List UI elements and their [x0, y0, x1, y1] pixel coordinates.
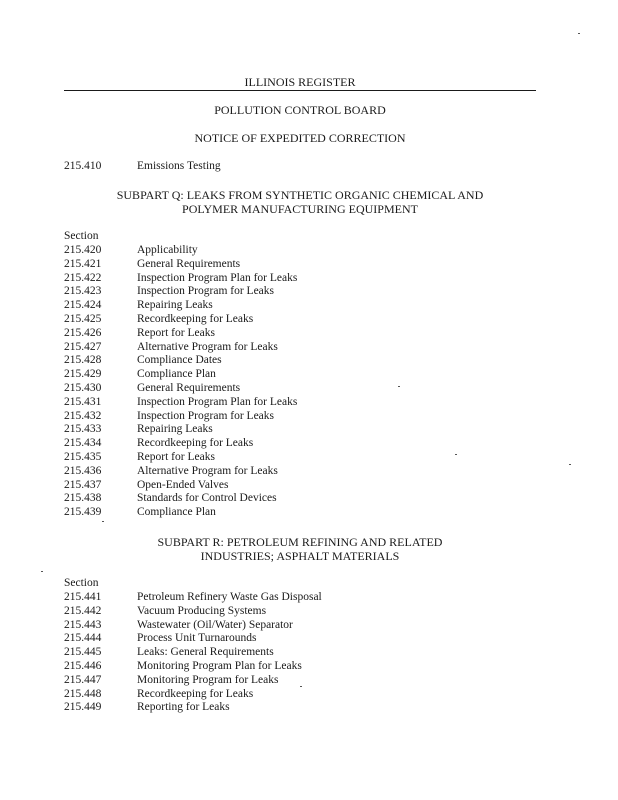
section-title: Applicability — [137, 244, 198, 256]
section-number: 215.441 — [64, 591, 102, 603]
section-title: Wastewater (Oil/Water) Separator — [137, 618, 293, 631]
subpart-r-section-label: Section — [64, 577, 99, 589]
section-number: 215.442 — [64, 604, 102, 617]
section-title: Process Unit Turnarounds — [137, 632, 257, 645]
section-title: Monitoring Program for Leaks — [137, 673, 279, 686]
section-number: 215.423 — [64, 285, 102, 298]
section-number: 215.424 — [64, 299, 102, 312]
subpart-r-heading-line1: SUBPART R: PETROLEUM REFINING AND RELATED — [157, 535, 443, 549]
section-title: Inspection Program Plan for Leaks — [137, 271, 298, 284]
section-title: Monitoring Program Plan for Leaks — [137, 660, 302, 672]
section-title: Leaks: General Requirements — [137, 646, 274, 659]
board-name: POLLUTION CONTROL BOARD — [214, 103, 386, 117]
section-title: Standards for Control Devices — [137, 492, 277, 505]
section-number: 215.445 — [64, 646, 102, 659]
notice-title: NOTICE OF EXPEDITED CORRECTION — [194, 131, 406, 145]
section-title: Compliance Dates — [137, 354, 222, 367]
section-title: Compliance Plan — [137, 506, 216, 519]
section-number: 215.425 — [64, 313, 102, 325]
section-number: 215.428 — [64, 354, 102, 367]
section-title: Recordkeeping for Leaks — [137, 313, 254, 325]
section-title: Emissions Testing — [137, 160, 221, 172]
section-number: 215.434 — [64, 437, 102, 450]
section-number: 215.421 — [64, 257, 102, 270]
scan-speck — [569, 464, 571, 465]
section-number: 215.422 — [64, 271, 102, 284]
section-number: 215.436 — [64, 464, 102, 477]
section-title: General Requirements — [137, 382, 241, 394]
section-title: Alternative Program for Leaks — [137, 340, 278, 353]
section-number: 215.438 — [64, 492, 102, 505]
section-title: Open-Ended Valves — [137, 478, 229, 491]
section-title: Repairing Leaks — [137, 299, 213, 312]
subpart-r-heading-line2: INDUSTRIES; ASPHALT MATERIALS — [200, 549, 400, 563]
section-number: 215.426 — [64, 326, 102, 339]
section-title: Report for Leaks — [137, 326, 215, 339]
scan-speck — [455, 454, 457, 455]
section-number: 215.444 — [64, 632, 102, 645]
section-number: 215.431 — [64, 395, 102, 408]
section-number: 215.433 — [64, 423, 102, 436]
section-number: 215.443 — [64, 618, 102, 631]
section-title: Compliance Plan — [137, 368, 216, 381]
section-number: 215.432 — [64, 409, 102, 422]
section-number: 215.435 — [64, 451, 102, 463]
scan-speck — [398, 386, 400, 387]
scan-speck — [300, 686, 302, 687]
section-title: Inspection Program Plan for Leaks — [137, 395, 298, 408]
section-title: Recordkeeping for Leaks — [137, 687, 254, 700]
section-number: 215.447 — [64, 673, 102, 686]
section-number: 215.437 — [64, 478, 102, 491]
subpart-q-heading-line1: SUBPART Q: LEAKS FROM SYNTHETIC ORGANIC CHEMICAL AND — [116, 188, 484, 202]
section-number: 215.410 — [64, 160, 102, 172]
section-title: Petroleum Refinery Waste Gas Disposal — [137, 591, 322, 603]
section-title: Reporting for Leaks — [137, 701, 230, 714]
section-number: 215.430 — [64, 382, 102, 394]
section-number: 215.427 — [64, 340, 102, 353]
scan-speck — [102, 521, 104, 522]
section-title: Repairing Leaks — [137, 423, 213, 436]
subpart-q-heading-line2: POLYMER MANUFACTURING EQUIPMENT — [182, 202, 418, 216]
section-title: Recordkeeping for Leaks — [137, 437, 254, 450]
section-title: Alternative Program for Leaks — [137, 464, 278, 477]
section-number: 215.439 — [64, 506, 102, 519]
section-title: General Requirements — [137, 257, 241, 270]
section-title: Inspection Program for Leaks — [137, 409, 275, 422]
subpart-q-section-label: Section — [64, 230, 99, 242]
scan-speck — [41, 571, 43, 572]
section-title: Vacuum Producing Systems — [137, 604, 267, 617]
section-number: 215.449 — [64, 701, 102, 714]
section-number: 215.446 — [64, 660, 102, 672]
section-number: 215.429 — [64, 368, 102, 381]
register-title: ILLINOIS REGISTER — [64, 75, 536, 91]
scan-speck — [578, 33, 580, 34]
section-title: Inspection Program for Leaks — [137, 285, 275, 298]
section-number: 215.420 — [64, 244, 102, 256]
section-title: Report for Leaks — [137, 451, 215, 463]
section-number: 215.448 — [64, 687, 102, 700]
